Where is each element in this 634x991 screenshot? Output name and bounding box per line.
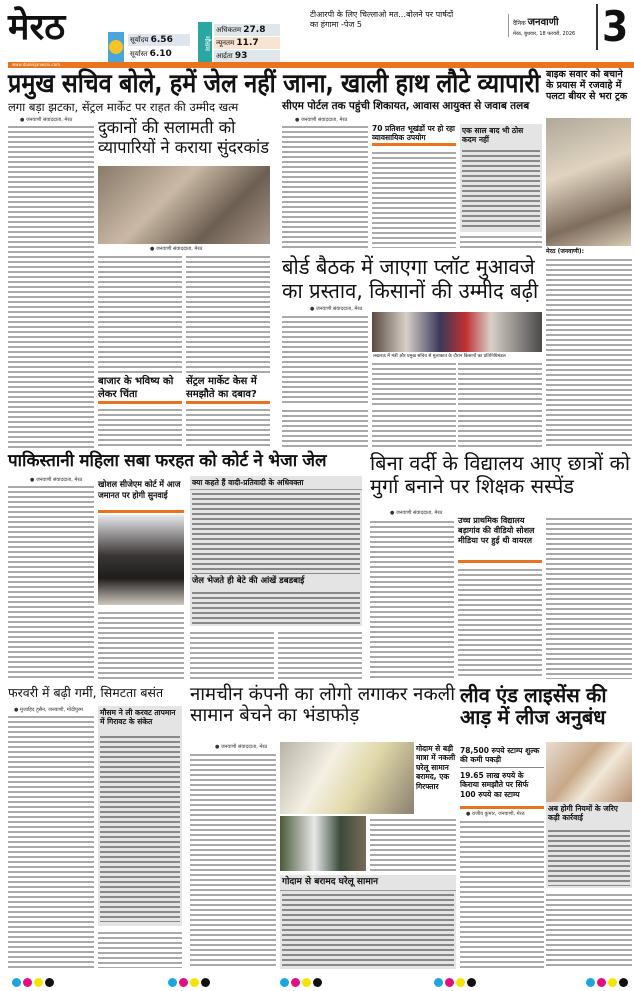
weather-box-title: मौसम ने ली करवट तापमान में गिरावट के संकेत: [100, 708, 176, 727]
divider: [458, 560, 542, 563]
weather-byline: ● मुजाहिद हुसैन, जनवाणी, मोदीपुरम: [14, 707, 83, 713]
max-temp: 27.8: [243, 25, 266, 35]
warehouse-photo: [280, 742, 414, 814]
lead-sub-left: लगा बड़ा झटका, सेंट्रल मार्केट पर राहत की उम्मीद खत्म: [8, 100, 239, 114]
max-row: [214, 24, 280, 36]
arrest-photo: [280, 816, 366, 871]
sunset-label: सूर्यास्त: [130, 50, 148, 58]
sunrise-label: सूर्योदय: [130, 36, 149, 44]
board-headline: बोर्ड बैठक में जाएगा प्लॉट मुआवजे का प्रस्ताव, किसानों की उम्मीद बढ़ी: [282, 255, 539, 304]
brand-block: [508, 14, 592, 37]
byline: ● जनवाणी संवाददाता, मेरठ: [295, 117, 348, 123]
brand-prefix: दैनिक: [513, 20, 526, 27]
body-text: [460, 819, 544, 969]
sun-icon: [108, 32, 124, 62]
gray-box: [280, 875, 456, 969]
dateline: मेरठ, बुधवार, 18 फरवरी, 2026: [513, 31, 576, 37]
body-text: [186, 254, 270, 373]
fake-goods-headline: नामचीन कंपनी का लोगो लगाकर नकली सामान बेचने का भंडाफोड़: [190, 684, 455, 727]
lawyers-title: क्या कहते हैं वादी-प्रतिवादी के अधिवक्ता: [190, 476, 362, 490]
body-text: [98, 254, 182, 373]
recovered-goods-title: गोदाम से बरामद घरेलू सामान: [280, 875, 456, 891]
sunrise-value: 6.56: [150, 35, 173, 45]
subhead-settlement: सेंट्रल मार्केट केस में समझौते का दबाव?: [186, 376, 270, 404]
body-text: [458, 567, 542, 679]
school-headline: बिना वर्दी के विद्यालय आए छात्रों को मुर्गा बनाने पर शिक्षक सस्पेंड: [370, 451, 631, 498]
humidity-row: [214, 50, 280, 62]
gray-box: [546, 802, 632, 888]
body-text: [372, 408, 456, 448]
body-text: [370, 817, 456, 871]
school-viral-box: उच्च प्राथमिक विद्यालय बड़ागांव की वीडियो सोशल मीडिया पर हुई थी वायरल: [458, 516, 535, 545]
body-text: [372, 361, 456, 405]
sunrise-row: [128, 34, 190, 46]
body-text: [8, 124, 94, 448]
body-text: [370, 519, 454, 679]
sunderkand-headline: दुकानों की सलामती को व्यापारियों ने कराया सुंदरकांड: [98, 118, 269, 159]
sunderkand-photo: [98, 166, 270, 244]
body-text: [278, 630, 362, 680]
truck-photo: [546, 118, 631, 246]
max-label: अधिकतम: [216, 26, 242, 34]
body-text: [458, 361, 542, 405]
page-number: 3: [596, 4, 628, 50]
body-text: [98, 610, 184, 680]
lead-byline: ● जनवाणी संवाददाता, मेरठ: [20, 117, 73, 123]
divider: [460, 806, 544, 809]
humidity-label: आर्द्रता: [216, 52, 233, 60]
website-bar: www.dainikjanwani.com: [8, 62, 634, 68]
body-text: [546, 516, 632, 679]
board-caption: लखनऊ में मंत्री और प्रमुख सचिव से मुलाकात के दौरान किसानों का प्रतिनिधिमंडल: [372, 352, 542, 360]
min-row: [214, 37, 280, 49]
lease-box-title: अब होगी नियमों के जरिए कड़ी कार्रवाई: [548, 804, 618, 823]
body-text: [8, 714, 94, 969]
gray-box: [460, 124, 542, 232]
lease-sub2: 19.65 लाख रुपये के किराया समझौते पर सिर्फ 100 रुपये का स्टाम्प: [460, 771, 529, 799]
sunset-row: [128, 48, 190, 60]
byline: ● जनवाणी संवाददाता, मेरठ: [390, 510, 443, 516]
humidity-value: 93: [234, 51, 248, 61]
body-text: [190, 752, 276, 969]
lead-headline: प्रमुख सचिव बोले, हमें जेल नहीं जाना, खाली हाथ लौटे व्यापारी: [8, 69, 541, 99]
subhead-market-future: बाजार के भविष्य को लेकर चिंता: [98, 376, 182, 404]
byline: ● जनवाणी संवाददाता, मेरठ: [215, 744, 268, 750]
lease-headline: लीव एंड लाइसेंस की आड़ में लीज अनुबंध: [460, 683, 607, 729]
weather-label: मौसम: [198, 22, 212, 64]
lease-sub1: 78,500 रुपये स्टाम्प शुल्क की कमी पकड़ी: [460, 746, 544, 768]
body-text: [190, 630, 274, 680]
truck-headline: बाइक सवार को बचाने के प्रयास में रजवाहे में पलटा बीयर से भरा ट्रक: [546, 69, 628, 102]
son-tears-title: जेल भेजते ही बेटे की आंखें डबडबाई: [192, 576, 305, 586]
truck-dateline: मेरठ (जनवाणी):: [546, 248, 585, 255]
lead-sub-right: सीएम पोर्टल तक पहुंची शिकायत, आवास आयुक्त से जवाब तलब: [282, 100, 530, 112]
body-text: [282, 124, 368, 249]
body-text: [98, 407, 182, 447]
gray-box: [98, 706, 182, 926]
body-text: [282, 314, 368, 403]
weather-box: [198, 22, 280, 64]
photo-caption: ● जनवाणी संवाददाता, मेरठ: [150, 246, 203, 252]
lease-byline: ● राजीव कुमार, जनवाणी, मेरठ: [466, 811, 525, 817]
byline: ● जनवाणी संवाददाता, मेरठ: [30, 477, 83, 483]
registration-marks: [0, 972, 634, 982]
body-text: [8, 484, 94, 679]
body-text: [282, 408, 368, 448]
weather-headline: फरवरी में बढ़ी गर्मी, सिमटता बसंत: [8, 685, 164, 700]
body-text: [546, 257, 632, 446]
subhead-commercial-use: 70 प्रतिशत भूखंडों पर हो रहा व्यावसायिक उपयोग: [372, 124, 456, 146]
fake-photo-box: गोदाम से बड़ी मात्रा में नकली घरेलू सामान बरामद, एक गिरफ्तार: [416, 744, 456, 791]
page-teaser[interactable]: [310, 10, 460, 34]
subhead-no-action: एक साल बाद भी ठोस कदम नहीं: [462, 126, 524, 145]
body-text: [186, 407, 270, 447]
documents-photo: [546, 742, 632, 802]
body-text: [458, 408, 542, 448]
min-temp: 11.7: [236, 38, 259, 48]
city-masthead: मेरठ: [8, 7, 66, 48]
sun-times: [108, 32, 190, 62]
gray-box: [190, 476, 362, 626]
body-text: [546, 892, 632, 969]
pak-photo: [98, 515, 184, 605]
pak-hearing-box: खोशल सीजेएम कोर्ट में आज जमानत पर होगी सुनवाई: [98, 480, 181, 501]
body-text: [98, 930, 182, 968]
brand-name: जनवाणी: [527, 17, 559, 28]
body-text: [460, 234, 542, 250]
teaser-text: टीआरपी के लिए चिल्लाओ मत…बोलने पर पार्षदों का हंगामा: [310, 10, 454, 30]
body-text: [372, 150, 456, 248]
divider: [98, 510, 184, 513]
min-label: न्यूनतम: [216, 39, 235, 47]
byline: ● जनवाणी संवाददाता, मेरठ: [310, 306, 363, 312]
pak-headline: पाकिस्तानी महिला सबा फरहत को कोर्ट ने भेजा जेल: [8, 451, 327, 471]
teaser-page: -पेज 5: [341, 20, 362, 30]
sunset-value: 6.10: [149, 49, 172, 59]
